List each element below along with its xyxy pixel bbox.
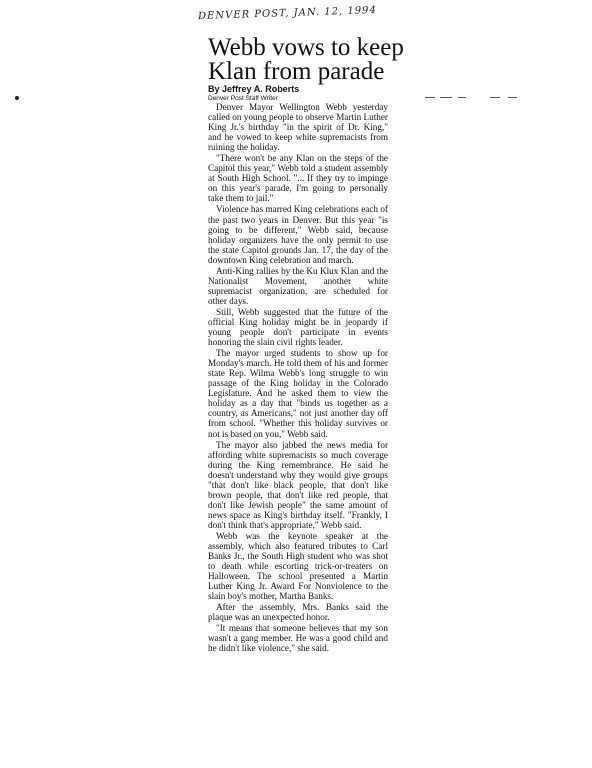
paragraph: Still, Webb suggested that the future of the official King holiday might be in jeopardy if young people don't participate in events honoring the slain civil rights leader. [208,306,388,348]
scan-mark-dash [425,97,435,98]
article-body [208,102,388,655]
scan-mark-dash [440,97,452,98]
byline: By Jeffrey A. Roberts [208,84,300,94]
paragraph: Anti-King rallies by the Ku Klux Klan and the Nationalist Movement, another white supremacist organization, are scheduled for other days. [208,265,388,306]
paragraph: The mayor urged students to show up for Monday's march. He told them of his and former state Rep. Wilma Webb's long struggle to win passage of the King holiday in the Colorado Legislature. And he asked them to view the holiday as a day that "binds us together as a country, as Americans," not just another day off from school. "Whether this holiday survives or not is based on you," Webb said. [208,348,388,439]
scan-mark-dash [490,97,500,98]
paragraph: Violence has marred King celebrations each of the past two years in Denver. But this year "is going to be different," Webb said, because holiday organizers have the only permit to use the state Capitol grounds Jan. 17, the day of the downtown King celebration and march. [208,204,388,265]
byline-role: Denver Post Staff Writer [208,95,278,102]
paragraph: The mayor also jabbed the news media for affording white supremacists so much coverage during the King remembrance. He said he doesn't understand why they would give groups "that don't like black people, that don't like brown people, that don't like red people, that don't like Jewish people" the same amount of news space as King's birthday itself. "Frankly, I don't think that's appropriate," Webb said. [208,439,388,530]
paragraph: "It means that someone believes that my son wasn't a gang member. He was a good child and he didn't like violence," she said. [208,623,388,654]
paragraph: "There won't be any Klan on the steps of the Capitol this year," Webb told a student assembly at South High School. "... If they try to impinge on this year's parade, I'm going to personally take them to jail." [208,153,388,204]
paragraph: After the assembly, Mrs. Banks said the plaque was an unexpected honor. [208,602,388,623]
scan-mark-dash [458,97,466,98]
scan-mark-dash [508,97,517,98]
handwritten-date-note: DENVER POST, JAN. 12, 1994 [197,4,378,23]
headline: Webb vows to keep Klan from parade [208,34,404,85]
paragraph: Denver Mayor Wellington Webb yesterday called on young people to observe Martin Luther King Jr.'s birthday "in the spirit of Dr. King," and he vowed to keep white supremacists from ruining the holiday. [208,102,388,153]
paragraph: Webb was the keynote speaker at the assembly, which also featured tributes to Carl Banks Jr., the South High student who was shot to death while escorting trick-or-treaters on Halloween. The school presented a Martin Luther King Jr. Award For Nonviolence to the slain boy's mother, Martha Banks. [208,530,388,602]
scan-speck [15,96,19,100]
